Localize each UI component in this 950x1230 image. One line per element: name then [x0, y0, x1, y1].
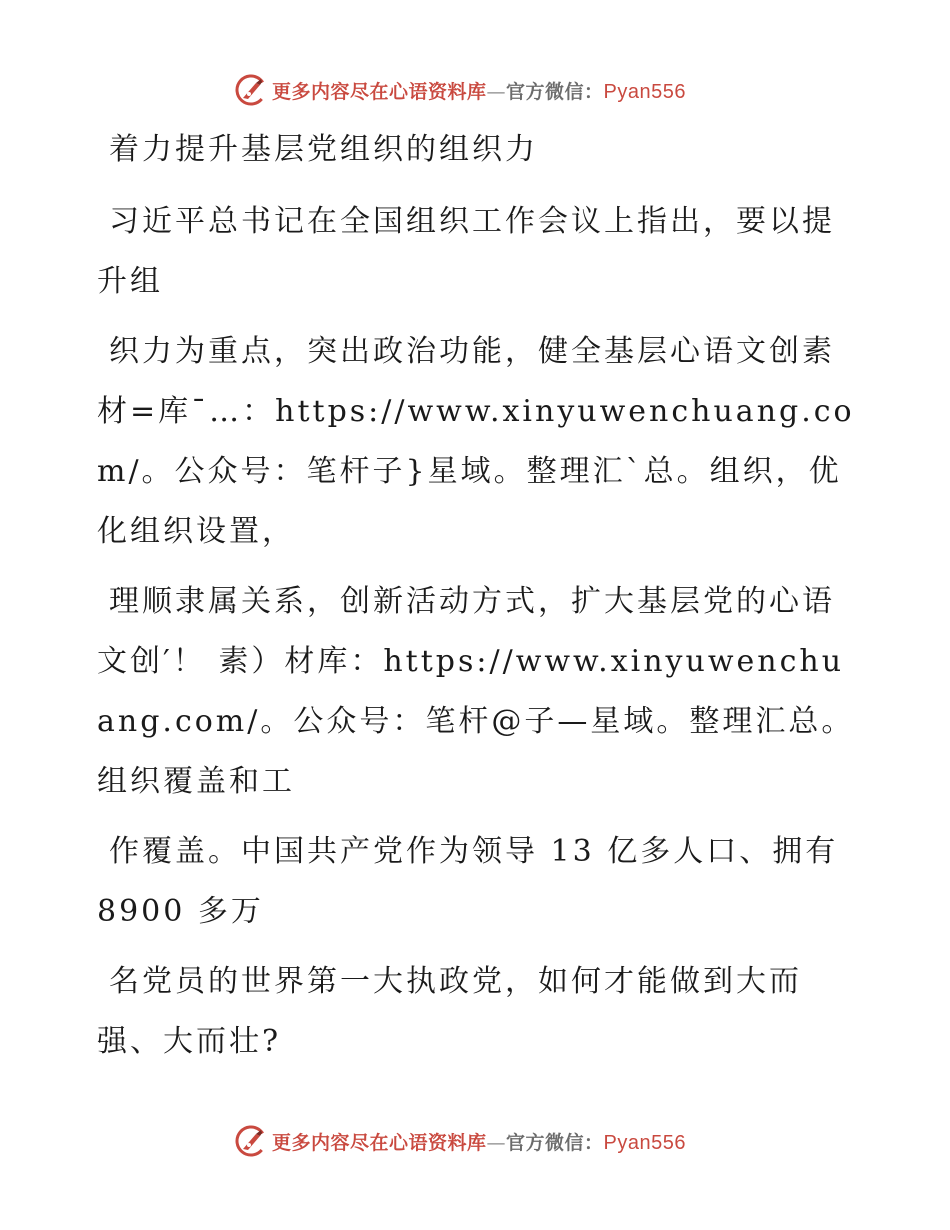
watermark-wechat-id: Pyan556 — [603, 1131, 686, 1154]
paragraph-1: 习近平总书记在全国组织工作会议上指出，要以提升组 — [97, 204, 835, 299]
document-title: 着力提升基层党组织的组织力 — [109, 132, 538, 167]
paragraph-5: 名党员的世界第一大执政党，如何才能做到大而强、大而壮? — [97, 964, 802, 1059]
watermark-wechat-label: 官方微信： — [506, 80, 604, 103]
watermark-dash: — — [486, 1131, 507, 1154]
quill-pen-logo-icon — [234, 73, 268, 107]
document-body — [97, 120, 857, 1082]
paragraph-3: 理顺隶属关系，创新活动方式，扩大基层党的心语文创′！ 素）材库：https://www.xinyuwenchuang.com/。公众号：笔杆@子—星域。整理汇总。组织覆盖和工 — [97, 584, 855, 799]
watermark-main-text: 更多内容尽在心语资料库 — [272, 80, 487, 103]
footer-watermark-banner — [0, 1121, 950, 1161]
watermark-dash: — — [486, 80, 507, 103]
watermark-wechat-label: 官方微信： — [506, 1131, 604, 1154]
paragraph-2: 织力为重点，突出政治功能，健全基层心语文创素材=库¯…：https://www.xinyuwenchuang.com/。公众号：笔杆子}星域。整理汇`总。组织，优化组织设置， — [97, 334, 855, 549]
paragraph-4: 作覆盖。中国共产党作为领导 13 亿多人口、拥有 8900 多万 — [97, 834, 839, 929]
watermark-main-text: 更多内容尽在心语资料库 — [272, 1131, 487, 1154]
watermark-text — [272, 1128, 686, 1155]
watermark-wechat-id: Pyan556 — [603, 80, 686, 103]
header-watermark-banner — [0, 70, 950, 110]
quill-pen-logo-icon — [234, 1124, 268, 1158]
watermark-text — [272, 77, 686, 104]
